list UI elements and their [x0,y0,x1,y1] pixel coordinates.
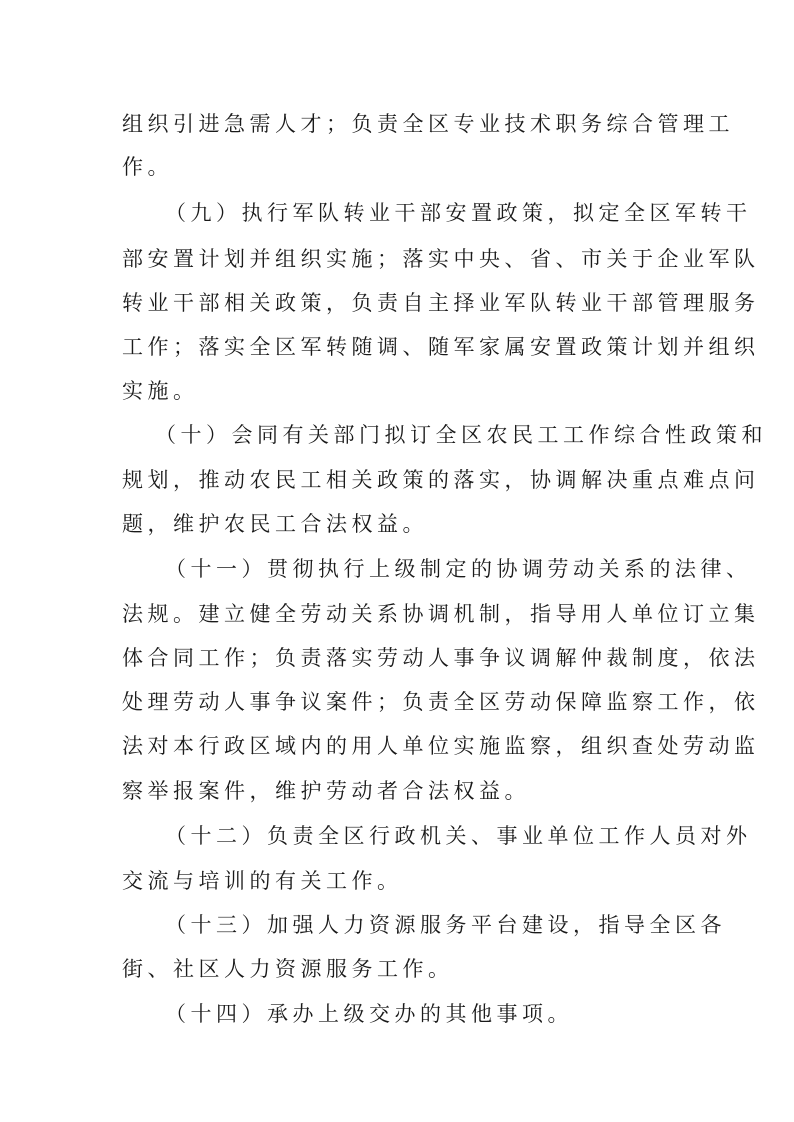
text-line: 转业干部相关政策，负责自主择业军队转业干部管理服务 [122,291,760,315]
text-line: （九）执行军队转业干部安置政策，拟定全区军转干 [165,201,752,225]
text-line: 规划，推动农民工相关政策的落实，协调解决重点难点问 [122,468,760,492]
text-line: 街、社区人力资源服务工作。 [122,957,454,981]
text-line: （十四）承办上级交办的其他事项。 [165,1002,573,1026]
text-line: （十三）加强人力资源服务平台建设，指导全区各 [165,913,726,937]
text-line: 交流与培训的有关工作。 [122,869,403,893]
text-line: 法对本行政区域内的用人单位实施监察，组织查处劳动监 [122,734,760,758]
text-line: 题，维护农民工合法权益。 [122,512,428,536]
text-line: 处理劳动人事争议案件；负责全区劳动保障监察工作，依 [122,690,760,714]
text-line: 工作；落实全区军转随调、随军家属安置政策计划并组织 [122,335,760,359]
text-line: （十）会同有关部门拟订全区农民工工作综合性政策和 [155,423,767,447]
text-line: （十二）负责全区行政机关、事业单位工作人员对外 [165,824,752,848]
text-line: 察举报案件，维护劳动者合法权益。 [122,779,530,803]
text-line: 法规。建立健全劳动关系协调机制，指导用人单位订立集 [122,602,760,626]
text-line: 组织引进急需人才；负责全区专业技术职务综合管理工 [122,112,734,136]
text-line: 体合同工作；负责落实劳动人事争议调解仲裁制度，依法 [122,646,760,670]
text-line: 作。 [122,155,173,179]
text-line: （十一）贯彻执行上级制定的协调劳动关系的法律、 [165,557,752,581]
text-line: 部安置计划并组织实施；落实中央、省、市关于企业军队 [122,247,760,271]
text-line: 实施。 [122,379,199,403]
